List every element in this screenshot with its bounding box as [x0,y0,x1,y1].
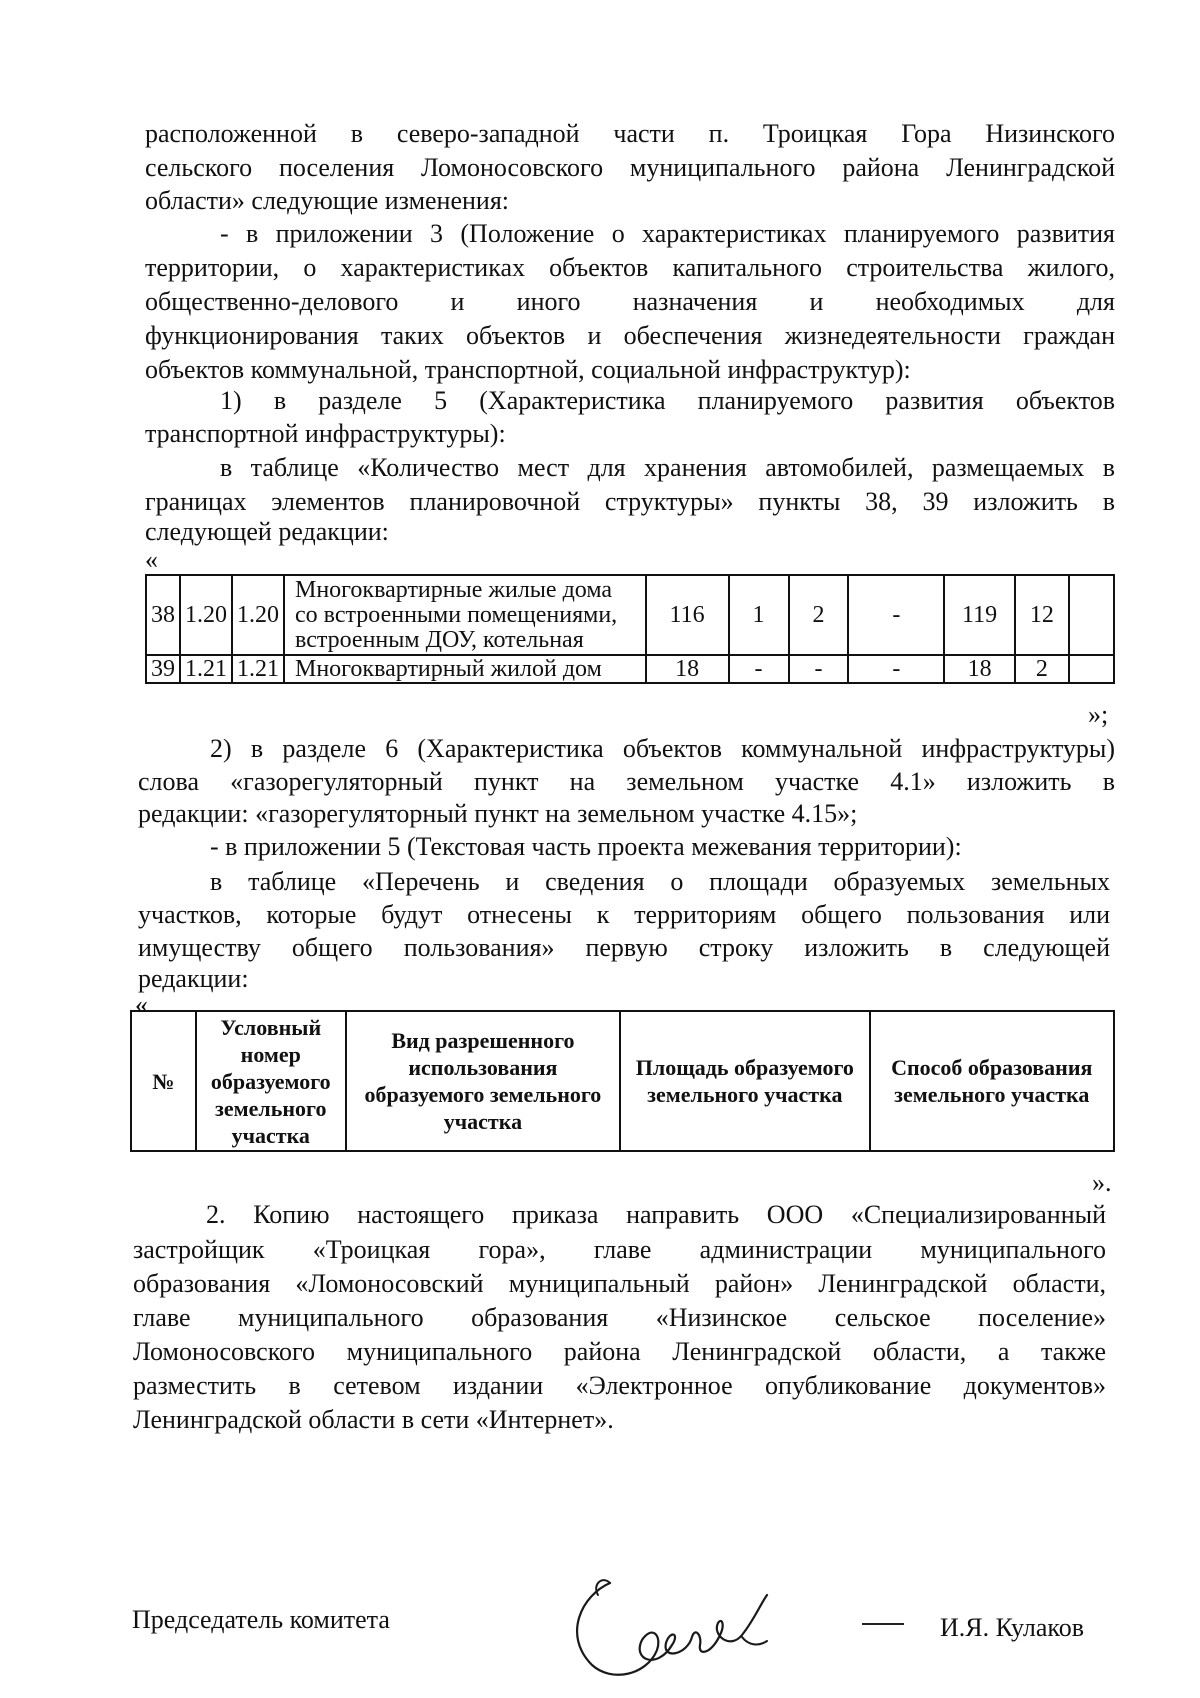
table-header-cell: Площадь образуемого земельного участка [620,1011,869,1151]
text-line: участков, которые будут отнесены к территориям общего пользования или [138,900,1110,929]
text-line: расположенной в северо-западной части п. Троицкая Гора Низинского [145,119,1115,148]
text-line: редакции: «газорегуляторный пункт на земельном участке 4.15»; [138,799,858,828]
text-line: границах элементов планировочной структуры» пункты 38, 39 изложить в [145,487,1115,516]
text-line: слова «газорегуляторный пункт на земельном участке 4.1» изложить в [138,767,1115,796]
text-line: в таблице «Количество мест для хранения автомобилей, размещаемых в [220,453,1115,482]
table-cell [1069,575,1114,655]
table-row [146,575,1114,655]
table-header-cell: Условный номер образуемого земельного участка [196,1011,346,1151]
table-cell: 1 [729,575,789,655]
table-header-cell: Способ образования земельного участка [870,1011,1114,1151]
table-cell: 12 [1015,575,1069,655]
table-header-cell: № [131,1011,196,1151]
text-line: в таблице «Перечень и сведения о площади образуемых земельных [210,867,1110,896]
text-line: 2. Копию настоящего приказа направить ООО «Специализированный [206,1200,1106,1229]
text-line: имуществу общего пользования» первую строку изложить в следующей [138,933,1110,962]
text-line: Ломоносовского муниципального района Ленинградской области, а также [133,1337,1106,1366]
handwritten-signature [562,1565,792,1685]
text-line: территории, о характеристиках объектов капитального строительства жилого, [145,253,1115,282]
text-line: - в приложении 3 (Положение о характеристиках планируемого развития [220,219,1115,248]
table-header-cell: Вид разрешенного использования образуемого земельного участка [346,1011,620,1151]
text-line: общественно-делового и иного назначения и необходимых для [145,287,1115,316]
opening-quote: « [135,990,148,1019]
table-cell [1069,655,1114,683]
table-cell: 119 [944,575,1015,655]
opening-quote: « [145,545,158,574]
signature-dash [862,1623,904,1625]
text-line: застройщик «Троицкая гора», главе администрации муниципального [133,1235,1106,1264]
text-line: 1) в разделе 5 (Характеристика планируемого развития объектов [220,386,1115,415]
signatory-name: И.Я. Кулаков [940,1613,1084,1642]
text-line: области» следующие изменения: [145,186,510,215]
table-cell: 2 [789,575,849,655]
table-header-row [131,1011,1114,1151]
parking-spaces-table [145,574,1115,684]
table-cell: 1.20 [180,575,232,655]
table-cell: 2 [1015,655,1069,683]
table-cell: - [789,655,849,683]
text-line: Ленинградской области в сети «Интернет». [133,1405,614,1434]
text-line: редакции: [138,964,249,993]
table-cell: 116 [646,575,729,655]
text-line: объектов коммунальной, транспортной, социальной инфраструктур): [145,355,911,384]
text-line: образования «Ломоносовский муниципальный район» Ленинградской области, [133,1269,1106,1298]
table-cell: Многоквартирные жилые дома со встроенными помещениями, встроенным ДОУ, котельная [284,575,646,655]
paragraph-appendix-5: - в приложении 5 (Текстовая часть проекта межевания территории): [210,832,962,861]
table-cell: - [848,655,944,683]
closing-quote: »; [1088,700,1109,729]
table-row [146,655,1114,683]
table-cell: 1.21 [232,655,284,683]
text-line: разместить в сетевом издании «Электронное опубликование документов» [133,1371,1106,1400]
text-line: функционирования таких объектов и обеспечения жизнедеятельности граждан [145,321,1115,350]
closing-quote: ». [1092,1168,1112,1197]
table-cell: 1.21 [180,655,232,683]
text-line: следующей редакции: [145,517,389,546]
signatory-title: Председатель комитета [132,1605,390,1634]
text-line: 2) в разделе 6 (Характеристика объектов коммунальной инфраструктуры) [210,734,1115,763]
text-line: сельского поселения Ломоносовского муниципального района Ленинградской [145,153,1115,182]
text-line: главе муниципального образования «Низинское сельское поселение» [133,1303,1106,1332]
table-cell: 1.20 [232,575,284,655]
table-cell: 18 [646,655,729,683]
table-cell: 38 [146,575,180,655]
table-cell: - [848,575,944,655]
table-cell: 18 [944,655,1015,683]
table-cell: Многоквартирный жилой дом [284,655,646,683]
text-line: транспортной инфраструктуры): [145,419,506,448]
land-plots-table [130,1010,1115,1152]
table-cell: - [729,655,789,683]
table-cell: 39 [146,655,180,683]
